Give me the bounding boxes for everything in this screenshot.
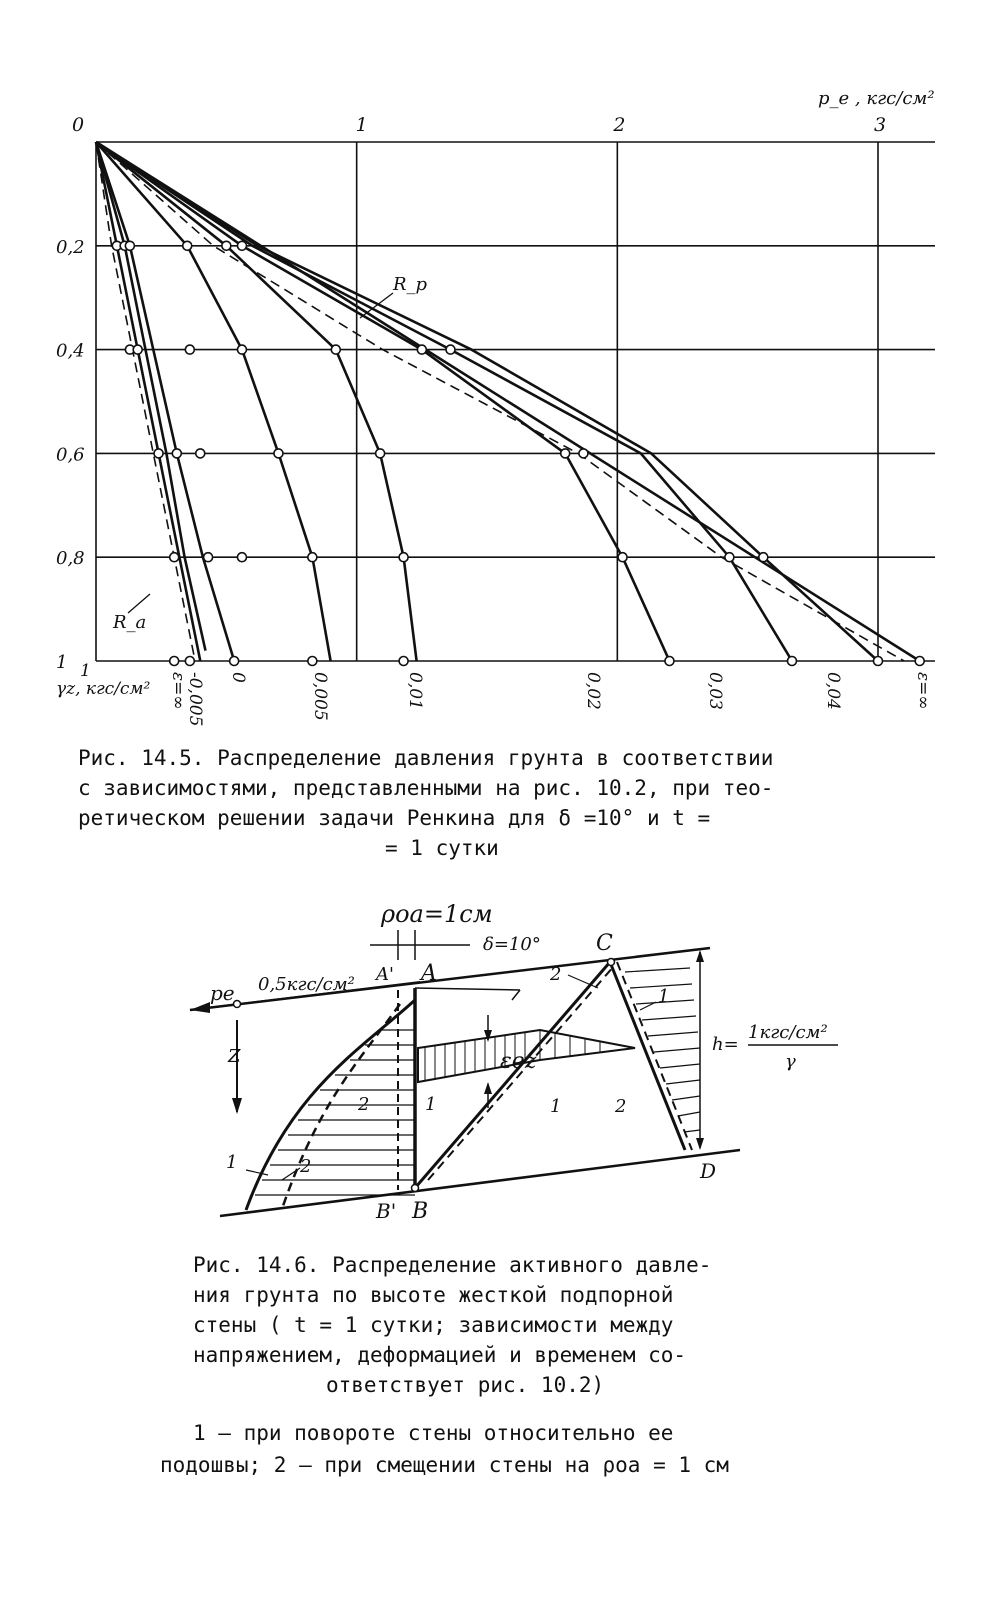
line-CD-1: [610, 962, 685, 1150]
fig-14-6-caption-line-2: ния грунта по высоте жесткой подпорной: [193, 1283, 674, 1307]
curve-label-0: ε=∞: [168, 672, 188, 710]
label-D: D: [700, 1159, 717, 1183]
fig-14-6-caption-line-1: Рис. 14.6. Распределение активного давле-: [193, 1253, 712, 1277]
label-pressure: 0,5кгс/см²: [258, 974, 355, 995]
legend-line-2: подошвы; 2 – при смещении стены на ρoa = 1 см: [160, 1453, 729, 1477]
x-tick-label-2: 3: [874, 114, 887, 136]
label-B: B: [412, 1199, 429, 1224]
label-A: A: [421, 961, 437, 986]
x-tick-label-0: 1: [355, 114, 368, 136]
line-CD-2: [617, 962, 692, 1150]
curve-label-4: 0,01: [405, 672, 425, 710]
label-h-denominator: γ: [785, 1051, 796, 1072]
y-axis-label: γz, кгс/см²: [56, 679, 151, 699]
line-BC-1: [415, 962, 610, 1188]
y-tick-label-1: 0,2: [56, 236, 85, 258]
curve-label-7: 0,04: [823, 672, 843, 710]
label-h: h=: [712, 1034, 739, 1055]
eps-arrow-up-head: [484, 1082, 492, 1094]
label-2-cd: 2: [615, 1096, 627, 1117]
legend-line-1: 1 – при повороте стены относительно ее: [193, 1421, 674, 1445]
z-arrow-head: [232, 1098, 242, 1114]
fig-14-5-caption-line-2: с зависимостями, представленными на рис. 10.2, при тео-: [78, 776, 774, 800]
label-2-left: 2: [300, 1156, 312, 1177]
left-hatch: [255, 1030, 415, 1195]
label-1-wall: 1: [425, 1094, 437, 1115]
label-z: Z: [228, 1046, 241, 1067]
label-2-wall: 2: [358, 1094, 370, 1115]
y-tick-label-5: 1: [56, 652, 68, 673]
point-B-marker: [412, 1185, 419, 1192]
fig-14-6-caption-line-5: ответствует рис. 10.2): [326, 1373, 605, 1397]
curve-label-3: 0,005: [310, 672, 330, 721]
annotation-Ra: R_a: [113, 612, 147, 633]
label-eps: εez: [500, 1049, 537, 1074]
fig-14-5-caption-line-3: ретическом решении задачи Ренкина для δ =10° и t =: [78, 806, 711, 830]
leader-1-left: [246, 1170, 268, 1175]
curve-label-6: 0,03: [705, 672, 725, 710]
x-axis-label: p_e , кгс/см²: [818, 88, 935, 109]
base-line: [220, 1150, 740, 1216]
y-tick-label-origin-bottom: 1: [80, 661, 91, 681]
x-tick-label-origin: 0: [72, 114, 85, 136]
y-tick-label-3: 0,6: [56, 444, 85, 466]
fig-14-6-caption-line-3: стены ( t = 1 сутки; зависимости между: [193, 1313, 674, 1337]
label-pe: pe: [210, 981, 235, 1005]
y-tick-label-4: 0,8: [56, 548, 85, 570]
label-B-prime: B': [376, 1199, 397, 1223]
curve-label-1: -0,005: [185, 672, 205, 727]
label-p-oa: ρoa=1см: [381, 900, 493, 928]
label-delta: δ=10°: [483, 934, 541, 955]
curve-label-2: 0: [228, 672, 248, 683]
label-C: C: [596, 931, 613, 956]
fig-14-5-caption-line-4: = 1 сутки: [385, 836, 499, 860]
fig-14-6-caption-line-4: напряжением, деформацией и временем со-: [193, 1343, 687, 1367]
annotation-Rp: R_p: [393, 274, 428, 295]
leader-2-left: [282, 1168, 300, 1180]
label-A-prime: A': [376, 964, 394, 985]
delta-ref-line: [415, 988, 520, 990]
y-tick-label-2: 0,4: [56, 340, 85, 362]
label-1-bc: 1: [550, 1096, 562, 1117]
h-arrow-bottom: [696, 1138, 704, 1150]
point-C-marker: [608, 959, 615, 966]
label-1-cd: 1: [658, 986, 670, 1007]
x-tick-label-1: 2: [613, 114, 626, 136]
label-1-left: 1: [226, 1152, 238, 1173]
delta-tick: [512, 990, 520, 1000]
fig-14-5-caption-line-1: Рис. 14.5. Распределение давления грунта в соответствии: [78, 746, 774, 770]
curve-label-8: ε=∞: [913, 672, 933, 710]
label-h-numerator: 1кгс/см²: [748, 1022, 828, 1043]
curve-label-5: 0,02: [583, 672, 603, 710]
label-2-c: 2: [550, 964, 562, 985]
pe-arrow-head: [190, 1002, 210, 1013]
h-arrow-top: [696, 950, 704, 962]
